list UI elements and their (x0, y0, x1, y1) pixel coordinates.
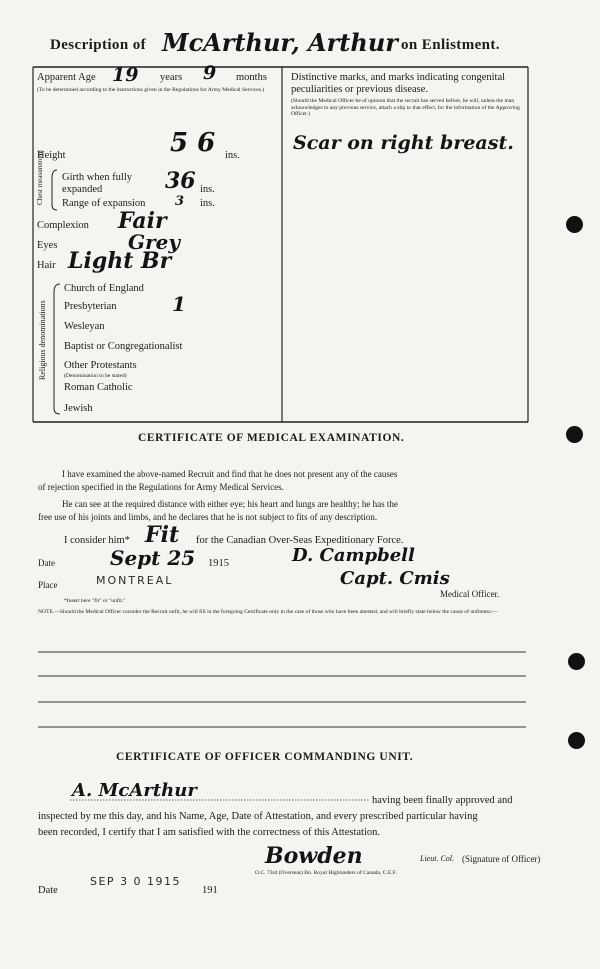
consider-label: I consider him* (64, 535, 130, 546)
officer-line-3: been recorded, I certify that I am satisfied with the correctness of this Attestation. (38, 827, 381, 838)
officer-unit: O.C. 73rd (Overseas) Bn. Royal Highlanders of Canada, C.E.F. (255, 870, 397, 876)
officer-date-stamp: SEP 3 0 1915 (90, 875, 182, 888)
medical-paragraph-1: I have examined the above-named Recruit and find that he does not present any of the causes (62, 469, 398, 479)
roman-catholic-label: Roman Catholic (64, 382, 133, 393)
chest-label: Chest measurement (36, 149, 44, 205)
officer-recruit-name: A. McArthur (72, 780, 197, 801)
girth-value: 36 (165, 168, 196, 194)
distinctive-marks-heading: Distinctive marks, and marks indicating congenital peculiarities or previous disease. (291, 72, 506, 95)
complexion-value: Fair (118, 208, 167, 234)
distinctive-marks-note: (Should the Medical Officer be of opinion that the recruit has served before, he will, unless the man acknowledges to any previous service, attach a slip to that effect, for the information of the Approving Officer.) (291, 98, 520, 117)
medical-date-label: Date (38, 558, 55, 568)
medical-certificate-title: CERTIFICATE OF MEDICAL EXAMINATION. (138, 432, 405, 444)
medical-paragraph-1b: of rejection specified in the Regulations for Army Medical Services. (38, 482, 284, 492)
girth-label: Girth when fully expanded (62, 172, 132, 195)
baptist-label: Baptist or Congregationalist (64, 341, 183, 352)
hair-value: Light Br (68, 248, 172, 274)
officer-rank: Lieut. Col. (420, 854, 455, 863)
header-prefix: Description of (50, 37, 147, 53)
age-note: (To be determined according to the instructions given in the Regulations for Army Medical Services.) (37, 87, 265, 93)
medical-date-value: Sept 25 (110, 546, 196, 570)
punch-hole (566, 216, 583, 233)
medical-paragraph-2: He can see at the required distance with either eye; his heart and lungs are healthy; he has the (62, 499, 398, 509)
age-months-value: 9 (203, 62, 217, 84)
officer-line-2: inspected by me this day, and his Name, Age, Date of Attestation, and every prescribed particular having (38, 811, 478, 822)
punch-hole (568, 653, 585, 670)
complexion-label: Complexion (37, 220, 89, 231)
medical-paragraph-2b: free use of his joints and limbs, and he declares that he is not subject to fits of any description. (38, 512, 378, 522)
recruit-name-handwritten: McArthur, Arthur (162, 28, 398, 57)
medical-officer-label: Medical Officer. (440, 589, 500, 599)
insert-fit-note: *Insert here "fit" or "unfit." (64, 598, 126, 604)
apparent-age-label: Apparent Age (37, 72, 96, 83)
punch-hole (568, 732, 585, 749)
range-label: Range of expansion (62, 198, 146, 209)
years-label: years (160, 72, 183, 83)
girth-ins-label: ins. (200, 184, 215, 195)
medical-officer-rank: Capt. Cmis (340, 568, 450, 589)
medical-place-label: Place (38, 580, 58, 590)
presbyterian-label: Presbyterian (64, 301, 117, 312)
punch-hole (566, 426, 583, 443)
height-ins-label: ins. (225, 150, 240, 161)
medical-officer-signature: D. Campbell (292, 545, 415, 566)
hair-label: Hair (37, 260, 56, 271)
height-value: 5 6 (170, 128, 216, 158)
wesleyan-label: Wesleyan (64, 321, 105, 332)
officer-certificate-title: CERTIFICATE OF OFFICER COMMANDING UNIT. (116, 751, 414, 763)
distinctive-marks-value: Scar on right breast. (293, 132, 514, 154)
officer-year: 191 (202, 885, 218, 896)
officer-date-label: Date (38, 885, 58, 896)
height-label: Height (37, 150, 66, 161)
jewish-label: Jewish (64, 403, 93, 414)
months-label: months (236, 72, 267, 83)
medical-year: 1915 (208, 558, 229, 569)
place-stamp: MONTREAL (96, 574, 174, 587)
religious-denominations-label: Religious denominations (38, 300, 47, 380)
header-suffix: on Enlistment. (401, 37, 500, 53)
fit-value: Fit (145, 522, 180, 548)
eyes-value: Grey (128, 230, 180, 254)
church-of-england-label: Church of England (64, 283, 144, 294)
officer-signature: Bowden (265, 843, 363, 869)
officer-line-1: having been finally approved and (372, 795, 513, 806)
signature-of-officer-label: (Signature of Officer) (462, 854, 541, 864)
denomination-note: (Denomination to be stated) (64, 373, 127, 379)
other-protestants-label: Other Protestants (64, 360, 137, 371)
range-value: 3 (175, 194, 185, 209)
age-years-value: 19 (112, 64, 139, 86)
eyes-label: Eyes (37, 240, 58, 251)
presbyterian-mark: 1 (172, 292, 186, 316)
for-cef-label: for the Canadian Over-Seas Expeditionary Force. (196, 535, 404, 546)
range-ins-label: ins. (200, 198, 215, 209)
unfit-note: NOTE.—Should the Medical Officer consider the Recruit unfit, he will fill in the foregoing Certificate only in the case of those who have been attested, and will briefly state below the cause of unfitness:— (38, 609, 498, 615)
